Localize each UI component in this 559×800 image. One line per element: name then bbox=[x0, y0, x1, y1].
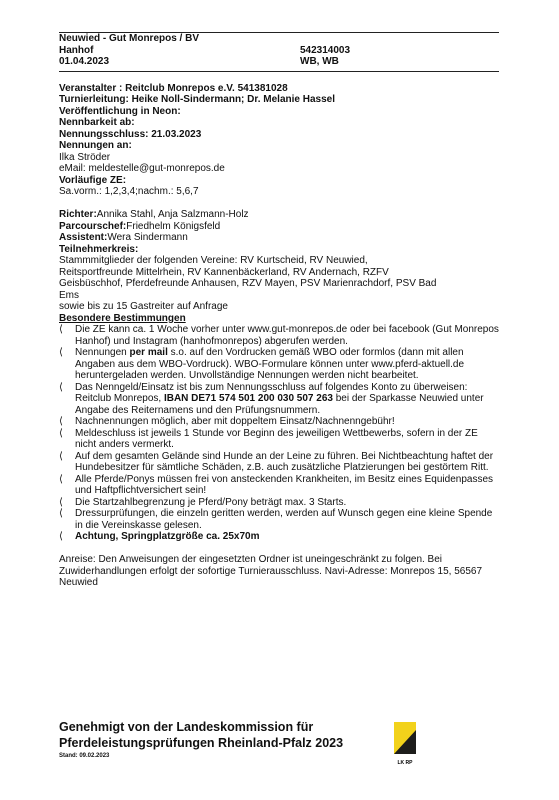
header-block bbox=[59, 33, 499, 68]
list-item bbox=[59, 531, 499, 543]
header-date: 01.04.2023 bbox=[59, 56, 110, 67]
ze-label: Vorläufige ZE: bbox=[59, 174, 127, 186]
bullet-text: Auf dem gesamten Gelände sind Hunde an der Leine zu führen. Bei Nichtbeachtung haftet der Hundebesitzer für sämtliche Schäden, z.B. auch zusätzliche Platzierungen bei gestörtem Ritt. bbox=[75, 450, 494, 473]
bullet-glyph: ⟨ bbox=[59, 531, 63, 542]
teilnehmerkreis-line: Stammmitglieder der folgenden Vereine: RV Kurtscheid, RV Neuwied, bbox=[59, 255, 368, 266]
bullet-glyph: ⟨ bbox=[59, 427, 63, 439]
header-rule bbox=[59, 71, 499, 72]
teilnehmerkreis-line: Reitsportfreunde Mittelrhein, RV Kannenbäckerland, RV Andernach, RZFV bbox=[59, 266, 389, 278]
bullet-text: Die Startzahlbegrenzung je Pferd/Pony beträgt max. 3 Starts. bbox=[75, 496, 347, 508]
parcourschef-label: Parcourschef: bbox=[59, 220, 127, 232]
veroeffentlichung: Veröffentlichung in Neon: bbox=[59, 105, 181, 117]
bullet-text: Nennungen per mail s.o. auf den Vordrucken gemäß WBO oder formlos (dann mit allen Angaben aus dem WBO-Vordruck). WBO-Formulare können unter www.pferd-aktuell.de heruntergeladen werden. Unvollständige Nennungen werden nicht bearbeitet. bbox=[75, 347, 465, 381]
bullet-text: Meldeschluss ist jeweils 1 Stunde vor Beginn des jeweiligen Wettbewerbs, sofern in der ZE nicht anders vermerkt. bbox=[75, 427, 478, 450]
list-item bbox=[59, 324, 499, 347]
ze-value: Sa.vorm.: 1,2,3,4;nachm.: 5,6,7 bbox=[59, 186, 199, 197]
teilnehmerkreis-line: sowie bis zu 15 Gastreiter auf Anfrage bbox=[59, 301, 228, 312]
list-item bbox=[59, 474, 499, 497]
bullet-glyph: ⟨ bbox=[59, 450, 63, 462]
lkrp-logo-icon bbox=[392, 720, 418, 768]
bullet-glyph: ⟨ bbox=[59, 473, 63, 485]
bullet-text: Das Nenngeld/Einsatz ist bis zum Nennungsschluss auf folgendes Konto zu überweisen: Reitclub Monrepos, IBAN DE71 574 501 200 030 507 263 bei der Sparkasse Neuwied unter Angabe des Reiternamens und den Prüfungsnummern. bbox=[75, 381, 484, 416]
header-event: Neuwied - Gut Monrepos / BV bbox=[59, 33, 200, 44]
info-block bbox=[59, 83, 499, 589]
bullet-text: Die ZE kann ca. 1 Woche vorher unter www.gut-monrepos.de oder bei facebook (Gut Monrepos Hanhof) und Instagram (hanhofmonrepos) abgerufen werden. bbox=[75, 324, 499, 347]
richter-label: Richter: bbox=[59, 209, 97, 220]
list-item bbox=[59, 416, 499, 428]
bullet-glyph: ⟨ bbox=[59, 416, 63, 427]
header-location: Hanhof bbox=[59, 44, 94, 56]
list-item bbox=[59, 382, 499, 417]
assistent-label: Assistent: bbox=[59, 232, 108, 243]
footer bbox=[59, 719, 399, 760]
nennungen-name: Ilka Ströder bbox=[59, 151, 111, 163]
document-page bbox=[59, 0, 499, 589]
logo-text: LK RP bbox=[397, 760, 413, 766]
assistent-line bbox=[59, 232, 499, 244]
bullet-text: Nachnennungen möglich, aber mit doppeltem Einsatz/Nachnenngebühr! bbox=[75, 416, 395, 427]
turnierleitung: Turnierleitung: Heike Noll-Sindermann; Dr. Melanie Hassel bbox=[59, 94, 335, 105]
list-item bbox=[59, 451, 499, 474]
bullet-text: Alle Pferde/Ponys müssen frei von ansteckenden Krankheiten, im Besitz eines Equidenpasses und Haftpflichtversichert sein! bbox=[75, 473, 494, 496]
header-number: 542314003 bbox=[300, 44, 351, 56]
veranstalter: Veranstalter : Reitclub Monrepos e.V. 541381028 bbox=[59, 82, 288, 94]
nennbarkeit: Nennbarkeit ab: bbox=[59, 117, 135, 128]
list-item bbox=[59, 508, 499, 531]
parcourschef-line bbox=[59, 221, 499, 233]
besondere-title: Besondere Bestimmungen bbox=[59, 312, 186, 324]
list-item bbox=[59, 428, 499, 451]
bullet-text: Dressurprüfungen, die einzeln geritten werden, werden auf Wunsch gegen eine kleine Spende in die Vereinskasse gelesen. bbox=[75, 508, 493, 531]
teilnehmerkreis-label: Teilnehmerkreis: bbox=[59, 243, 139, 255]
richter-line bbox=[59, 209, 499, 221]
bullet-text: Achtung, Springplatzgröße ca. 25x70m bbox=[75, 531, 260, 542]
nennungen-label: Nennungen an: bbox=[59, 140, 132, 151]
footer-stand: Stand: 09.02.2023 bbox=[59, 753, 110, 759]
footer-title-line1: Genehmigt von der Landeskommission für bbox=[59, 720, 314, 734]
bullet-glyph: ⟨ bbox=[59, 347, 63, 358]
assistent-value: Wera Sindermann bbox=[107, 232, 188, 243]
footer-title-line2: Pferdeleistungsprüfungen Rheinland-Pfalz 2023 bbox=[59, 736, 344, 750]
bullet-glyph: ⟨ bbox=[59, 324, 63, 335]
nennungen-email: eMail: meldestelle@gut-monrepos.de bbox=[59, 163, 225, 174]
teilnehmerkreis-line: Geisbüschhof, Pferdefreunde Anhausen, RZV Mayen, PSV Marienrachdorf, PSV Bad bbox=[59, 278, 437, 289]
bullet-glyph: ⟨ bbox=[59, 381, 63, 393]
parcourschef-value: Friedhelm Königsfeld bbox=[126, 220, 221, 232]
nennungsschluss: Nennungsschluss: 21.03.2023 bbox=[59, 128, 202, 140]
header-type: WB, WB bbox=[300, 56, 339, 67]
anreise-paragraph: Anreise: Den Anweisungen der eingesetzten Ordner ist uneingeschränkt zu folgen. Bei Zuwiderhandlungen erfolgt der sofortige Turnierausschluss. Navi-Adresse: Monrepos 15, 56567 Neuwied bbox=[59, 554, 483, 588]
richter-value: Annika Stahl, Anja Salzmann-Holz bbox=[96, 209, 249, 220]
teilnehmerkreis-line: Ems bbox=[59, 289, 79, 301]
list-item bbox=[59, 497, 499, 509]
list-item bbox=[59, 347, 499, 382]
bullet-glyph: ⟨ bbox=[59, 496, 63, 508]
bullet-glyph: ⟨ bbox=[59, 508, 63, 519]
